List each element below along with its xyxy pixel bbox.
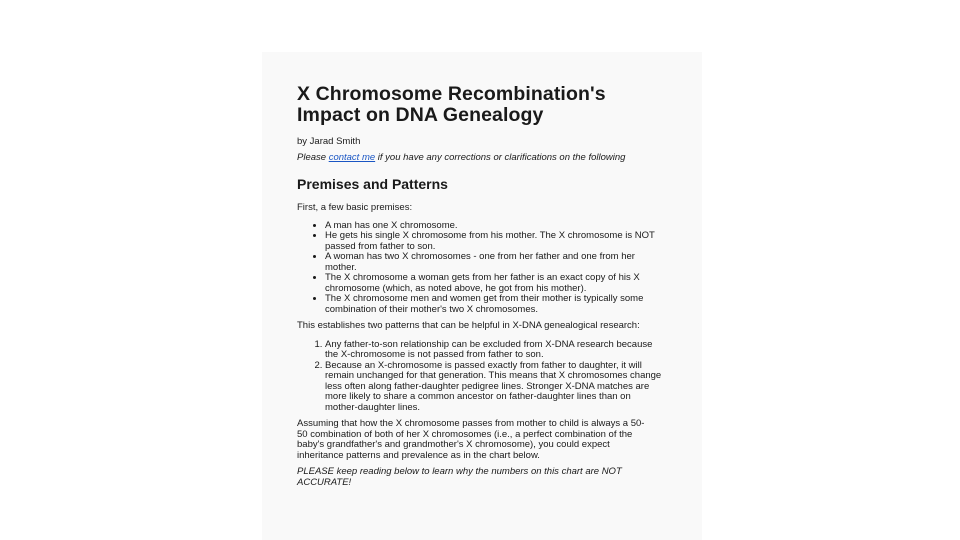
note-suffix: if you have any corrections or clarifications on the following xyxy=(375,152,626,163)
patterns-list xyxy=(297,340,666,414)
author-byline: by Jarad Smith xyxy=(297,136,361,147)
contact-me-link[interactable]: contact me xyxy=(328,152,376,163)
premises-list xyxy=(297,221,666,316)
document-page xyxy=(262,52,702,540)
note-prefix: Please xyxy=(297,152,329,163)
list-item: • The X chromosome a woman gets from her father is an exact copy of his X chromosome (which, as noted above, he got from his mother). xyxy=(325,273,666,294)
patterns-intro: This establishes two patterns that can be helpful in X-DNA genealogical research: xyxy=(297,320,640,331)
closing-note: PLEASE keep reading below to learn why the numbers on this chart are NOT ACCURATE! xyxy=(297,466,622,488)
document-title: X Chromosome Recombination's Impact on DNA Genealogy xyxy=(297,83,606,126)
corrections-note xyxy=(297,153,637,164)
premises-intro: First, a few basic premises: xyxy=(297,201,413,213)
assumption-paragraph: Assuming that how the X chromosome passes from mother to child is always a 50-50 combination of both of her X chromosomes (i.e., a perfect combination of the baby's grandfather's and grandmother's X chromosome), you could expect inheritance patterns and prevalence as in the chart below. xyxy=(297,418,645,461)
list-item: • He gets his single X chromosome from his mother. The X chromosome is NOT passed from father to son. xyxy=(325,231,666,252)
list-item: • A man has one X chromosome. xyxy=(325,221,666,232)
list-item: 1. Any father-to-son relationship can be excluded from X-DNA research because the X-chromosome is not passed from father to son. xyxy=(325,340,666,361)
section-heading: Premises and Patterns xyxy=(297,175,448,192)
list-item: • The X chromosome men and women get from their mother is typically some combination of their mother's two X chromosomes. xyxy=(325,294,666,315)
list-item: 2. Because an X-chromosome is passed exactly from father to daughter, it will remain unchanged for that generation. This means that X chromosomes change less often along father-daughter pedigree lines. Stronger X-DNA matches are more likely to share a common ancestor on father-daughter lines than on mother-daughter lines. xyxy=(325,361,666,414)
list-item: • A woman has two X chromosomes - one from her father and one from her mother. xyxy=(325,252,666,273)
